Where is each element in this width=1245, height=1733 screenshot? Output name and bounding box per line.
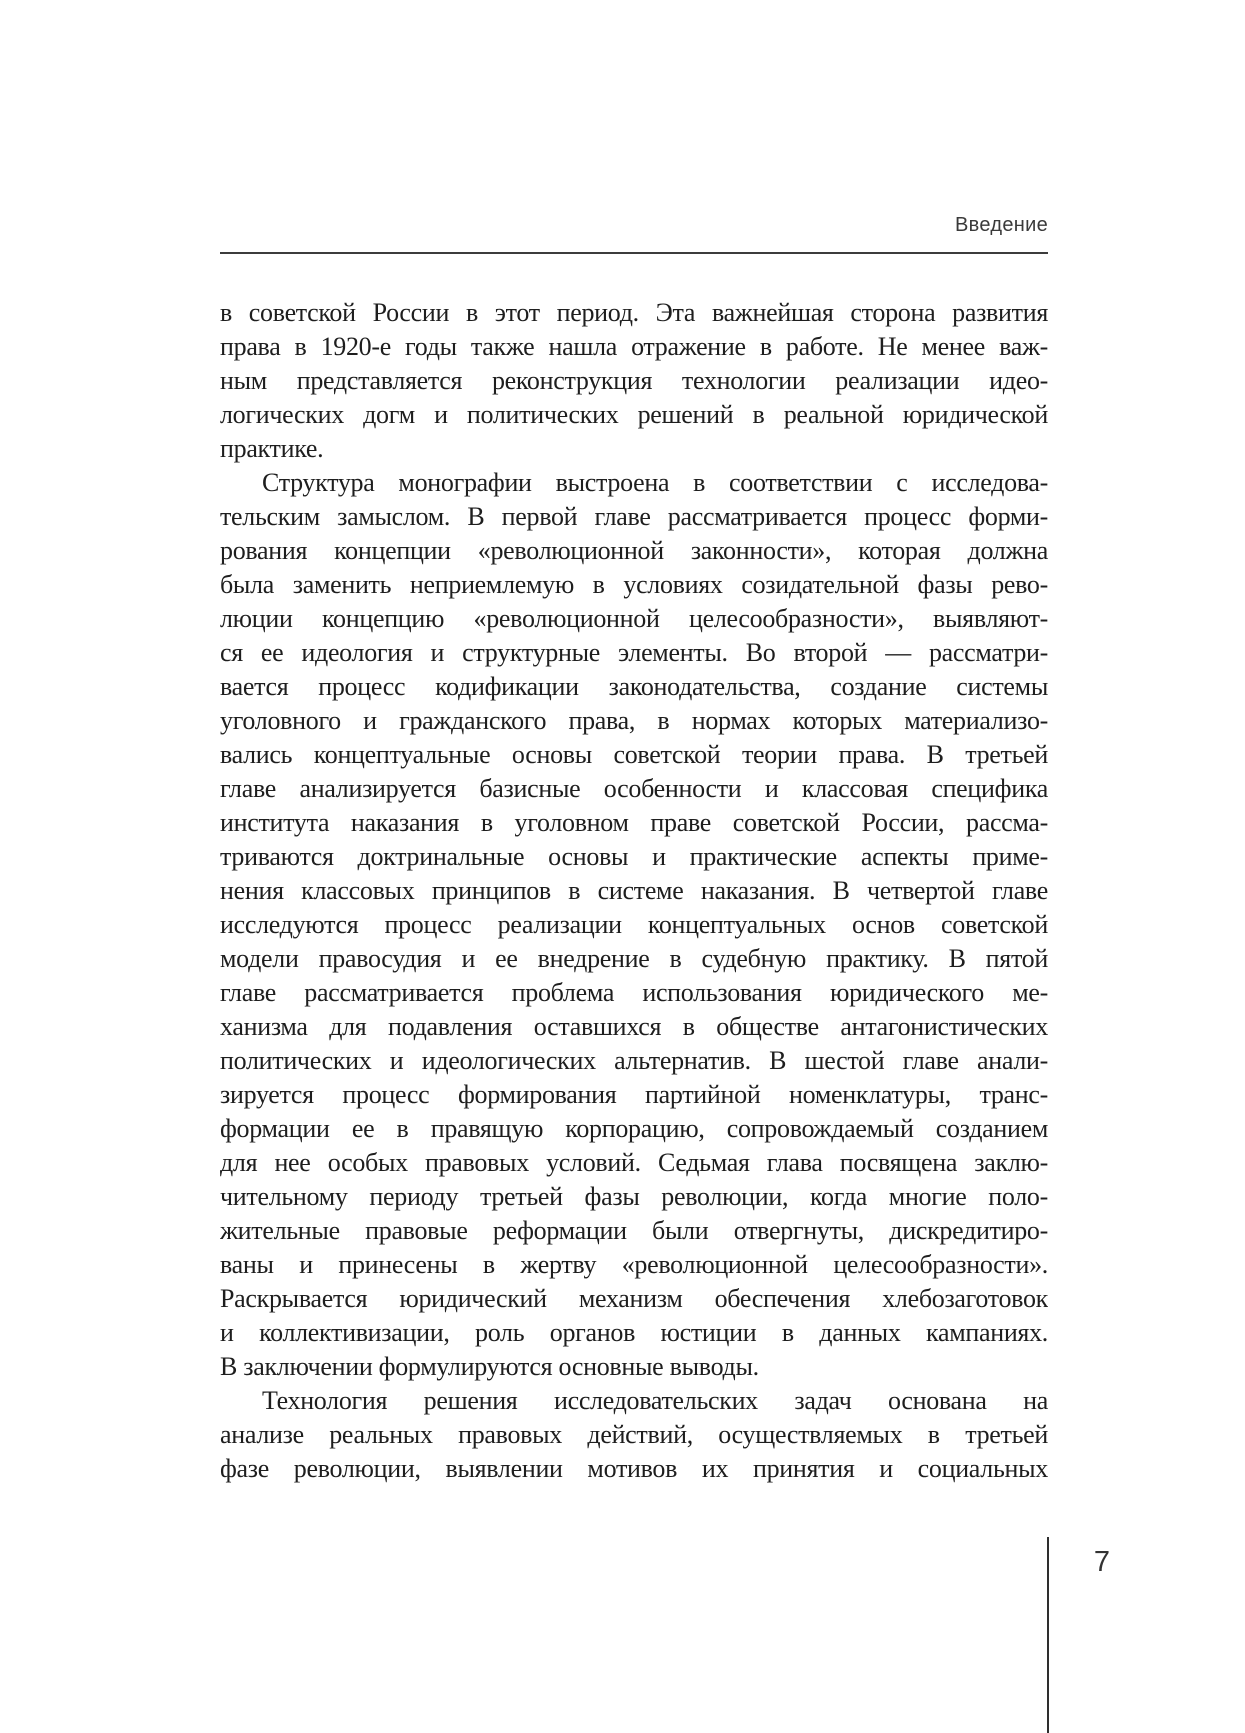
- text-line: уголовного и гражданского права, в нормах которых материализо-: [220, 706, 1048, 735]
- text-line: главе анализируется базисные особенности и классовая специфика: [220, 774, 1048, 803]
- text-line: вались концептуальные основы советской теории права. В третьей: [220, 740, 1048, 769]
- text-line: права в 1920-е годы также нашла отражение в работе. Не менее важ-: [220, 332, 1048, 361]
- text-line: рования концепции «революционной законности», которая должна: [220, 536, 1048, 565]
- text-line: и коллективизации, роль органов юстиции в данных кампаниях.: [220, 1318, 1048, 1347]
- text-line: чительному периоду третьей фазы революции, когда многие поло-: [220, 1182, 1048, 1211]
- text-line: главе рассматривается проблема использования юридического ме-: [220, 978, 1048, 1007]
- text-line: ным представляется реконструкция технологии реализации идео-: [220, 366, 1048, 395]
- text-line: Раскрывается юридический механизм обеспечения хлебозаготовок: [220, 1284, 1048, 1313]
- text-line: зируется процесс формирования партийной номенклатуры, транс-: [220, 1080, 1048, 1109]
- text-line: ваны и принесены в жертву «революционной целесообразности».: [220, 1250, 1048, 1279]
- text-line: института наказания в уголовном праве советской России, рассма-: [220, 808, 1048, 837]
- text-line: формации ее в правящую корпорацию, сопровождаемый созданием: [220, 1114, 1048, 1143]
- text-line: модели правосудия и ее внедрение в судебную практику. В пятой: [220, 944, 1048, 973]
- text-line: триваются доктринальные основы и практические аспекты приме-: [220, 842, 1048, 871]
- text-line: в советской России в этот период. Эта важнейшая сторона развития: [220, 298, 1048, 327]
- text-line: политических и идеологических альтернатив. В шестой главе анали-: [220, 1046, 1048, 1075]
- text-line: Структура монографии выстроена в соответствии с исследова-: [262, 468, 1048, 497]
- text-line: жительные правовые реформации были отвергнуты, дискредитиро-: [220, 1216, 1048, 1245]
- page-number: 7: [1093, 1546, 1111, 1578]
- text-line: ханизма для подавления оставшихся в обществе антагонистических: [220, 1012, 1048, 1041]
- text-line: тельским замыслом. В первой главе рассматривается процесс форми-: [220, 502, 1048, 531]
- text-line: анализе реальных правовых действий, осуществляемых в третьей: [220, 1420, 1048, 1449]
- footer-vertical-rule: [1047, 1537, 1049, 1733]
- running-header: Введение: [955, 214, 1048, 236]
- text-line: для нее особых правовых условий. Седьмая глава посвящена заклю-: [220, 1148, 1048, 1177]
- text-line: В заключении формулируются основные выводы.: [220, 1352, 759, 1381]
- text-line: логических догм и политических решений в реальной юридической: [220, 400, 1048, 429]
- body-text: [220, 296, 1048, 1486]
- text-line: была заменить неприемлемую в условиях созидательной фазы рево-: [220, 570, 1048, 599]
- header-rule: [220, 252, 1048, 254]
- text-line: ся ее идеология и структурные элементы. Во второй — рассматри-: [220, 638, 1048, 667]
- text-line: вается процесс кодификации законодательства, создание системы: [220, 672, 1048, 701]
- text-line: Технология решения исследовательских задач основана на: [262, 1386, 1048, 1415]
- text-line: фазе революции, выявлении мотивов их принятия и социальных: [220, 1454, 1048, 1483]
- text-line: исследуются процесс реализации концептуальных основ советской: [220, 910, 1048, 939]
- text-line: нения классовых принципов в системе наказания. В четвертой главе: [220, 876, 1048, 905]
- text-line: люции концепцию «революционной целесообразности», выявляют-: [220, 604, 1048, 633]
- text-line: практике.: [220, 434, 324, 463]
